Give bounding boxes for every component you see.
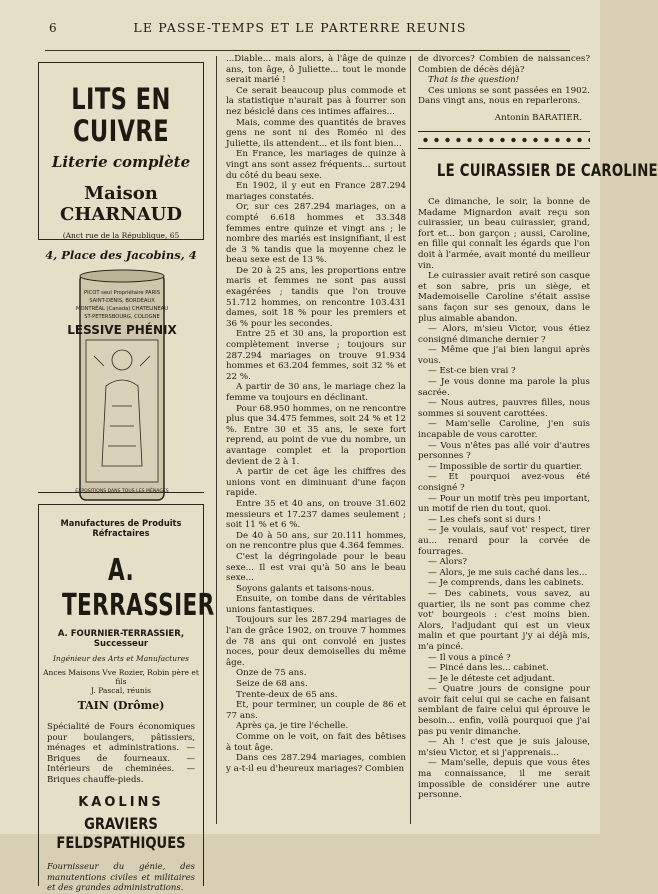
article-paragraph: Pour 68.950 hommes, on ne rencontre plus que 34.475 femmes, soit 24 % et 12 %. Entre 30 et 35 ans, le sexe fort reprend, au point de vue du nombre, un avantage complet et la proportion devient de 2 à 1. (226, 403, 406, 467)
article-column-story (418, 54, 658, 826)
ad-former-houses-2: J. Pascal, réunis (91, 686, 151, 695)
ad-kaolins: KAOLINS (78, 795, 164, 810)
article-paragraph: Ces unions se sont passées en 1902. Dans vingt ans, nous en reparlerons. (418, 85, 590, 107)
tin-line-3: MONTRÉAL (Canada) CHATELINEAU (75, 306, 169, 312)
article-paragraph: A partir de 30 ans, le mariage chez la femme va toujours en déclinant. (226, 382, 406, 403)
story-paragraph: — Je comprends, dans les cabinets. (428, 578, 584, 589)
article-paragraph: Ce serait beaucoup plus commode et la statistique n'aurait pas à fourrer son nez bésiclé dans ces intimes affaires... (226, 85, 406, 117)
story-paragraph: — Pincé dans les... cabinet. (428, 663, 549, 674)
tin-brand: LESSIVE PHÉNIX (67, 323, 177, 337)
story-paragraph: Le cuirassier avait retiré son casque et son sabre, pris un siège, et Mademoiselle Caroline s'était assise sans façon sur ses genoux, dans le plus aimable abandon. (418, 271, 590, 324)
story-paragraph: — Je voulais, sauf vot' respect, tirer au... renard pour la corvée de fourrages. (418, 525, 590, 557)
newspaper-title: LE PASSE-TEMPS ET LE PARTERRE REUNIS (133, 20, 467, 35)
story-paragraph: — Ah ! c'est que je suis jalouse, m'sieu Victor, et si j'apprenais... (418, 737, 590, 758)
story-paragraph: — Les chefs sont si durs ! (428, 514, 542, 525)
tin-line-4: ST-PETERSBOURG, COLOGNE (84, 314, 160, 320)
terrassier-advertisement (38, 504, 215, 893)
header-rule (45, 50, 570, 51)
story-paragraph: — Alors? (428, 557, 468, 568)
ad-category: Manufactures de Produits Réfractaires (60, 519, 182, 539)
story-paragraph: — Je le déteste cet adjudant. (428, 673, 555, 684)
ad-role: Ingénieur des Arts et Manufactures (52, 654, 190, 663)
page-number: 6 (49, 21, 57, 35)
story-paragraph: — Nous autres, pauvres filles, nous sommes si souvent carottées. (418, 398, 590, 419)
story-paragraph: — Vous n'êtes pas allé voir d'autres personnes ? (418, 440, 590, 462)
tin-line-2: SAINT-DENIS, BORDEAUX (89, 298, 155, 304)
ad-graviers: GRAVIERS FELDSPATHIQUES (56, 814, 186, 852)
article-paragraph: En 1902, il y eut en France 287.294 mariages constatés. (226, 181, 406, 202)
article-column-marriages (226, 54, 406, 826)
story-paragraph: — Mam'selle, depuis que vous êtes ma connaissance, il me serait impossible de considérer une autre personne. (418, 758, 590, 801)
story-paragraph: — Quatre jours de consigne pour avoir fait celui qui se cache en faisant semblant de faire celui qui éprouve le besoin... enfin, voilà pourquoi que j'ai pas pu venir dimanche. (418, 684, 590, 737)
story-paragraph: — Est-ce bien vrai ? (428, 366, 516, 377)
article-paragraph: De 20 à 25 ans, les proportions entre maris et femmes ne sont pas aussi exagérées ; tandis que l'on trouve 51.712 hommes, on rencontre 103.431 dames, soit 18 % pour les premiers et 36 % pour les secondes. (226, 265, 406, 329)
column-divider (410, 56, 411, 824)
ad-supplier-note: Fournisseur du génie, des manutentions civiles et militaires et des grandes administrations. (47, 862, 195, 893)
article-paragraph: En France, les mariages de quinze à vingt ans sont assez fréquents... surtout du côté du beau sexe. (226, 149, 406, 181)
ad-brand: Maison CHARNAUD (60, 183, 182, 225)
story-paragraph: — Alors, m'sieu Victor, vous étiez consigné dimanche dernier ? (418, 324, 590, 345)
ad-specialty: Spécialité de Fours économiques pour boulangers, pâtissiers, ménages et administrations. — Briques de fourneaux. — Intérieurs de cheminées. — Briques chauffe-pieds. (47, 722, 195, 785)
story-paragraph: — Je vous donne ma parole la plus sacrée. (418, 377, 590, 398)
article-paragraph: Toujours sur les 287.294 mariages de l'an de grâce 1902, on trouve 7 hommes de 78 ans qui ont convolé en justes noces, pour deux demoiselles du même âge. (226, 615, 406, 668)
story-title: LE CUIRASSIER DE CAROLINE (436, 160, 658, 181)
story-paragraph: Ce dimanche, le soir, la bonne de Madame Mignardon avait reçu son cuirassier, un beau cuirassier, grand, fort et... bon garçon ; aussi, Caroline, en fille qui connaît les égards que l'on doit à l'armée, avait monté du meilleur vin. (418, 196, 590, 271)
article-paragraph: Or, sur ces 287.294 mariages, on a compté 6.618 hommes et 33.348 femmes entre quinze et vingt ans ; le nombre des mariés est insignifiant, il est de 3 % tandis que la moyenne chez le beau sexe est de 13 %. (226, 202, 406, 266)
ad-company-name: A. TERRASSIER (61, 553, 215, 623)
story-paragraph: — Même que j'ai bien langui après vous. (418, 345, 590, 366)
article-paragraph: Soyons galants et taisons-nous. (236, 583, 375, 594)
tin-bottom-line: EXPOSITIONS DANS TOUS LES MÉNAGES (75, 489, 169, 494)
article-paragraph: Entre 35 et 40 ans, on trouve 31.602 messieurs et 17.237 dames seulement ; soit 11 % et 6 %. (226, 498, 406, 531)
article-paragraph: Après ça, je tire l'échelle. (236, 721, 349, 732)
tin-line-1: PICOT seul Propriétaire PARIS (83, 290, 161, 296)
author-signature: Antonin BARATIER. (494, 112, 582, 123)
column-divider (216, 56, 217, 824)
story-paragraph: — Pour un motif très peu important, un motif de rien du tout, quoi. (418, 493, 590, 515)
article-paragraph: Trente-deux de 65 ans. (236, 689, 338, 700)
story-paragraph: — Des cabinets, vous savez, au quartier, ils ne sont pas comme chez vot' bourgeois : c'est moins bien. Alors, l'adjudant qui est un vieux malin et que pourtant j'y ai déjà mis, m'a pincé. (418, 588, 590, 652)
article-paragraph: C'est la dégringolade pour le beau sexe... Il est vrai qu'à 50 ans le beau sexe... (226, 551, 406, 584)
bed-advertisement (38, 62, 204, 262)
ad-address: 4, Place des Jacobins, 4 (45, 248, 197, 262)
ad-headline: LITS EN CUIVRE (71, 82, 171, 148)
story-paragraph: — Alors, je me suis caché dans les... (428, 567, 588, 578)
ad-city: TAIN (Drôme) (77, 699, 165, 712)
story-paragraph: — Impossible de sortir du quartier. (428, 461, 583, 472)
article-paragraph: Entre 25 et 30 ans, la proportion est complètement inverse ; toujours sur 287.294 mariages on trouve 91.934 hommes et 63.204 femmes, soit 32 % et 22 %. (226, 329, 406, 382)
article-paragraph: Mais, comme des quantités de braves gens ne sont ni des Roméo ni des Juliette, ils attendent... et ils font bien... (226, 117, 406, 149)
article-paragraph: Et, pour terminer, un couple de 86 et 77 ans. (226, 700, 406, 721)
ad-subheadline: Literie complète (51, 153, 191, 171)
ad-address-note: (Anct rue de la République, 65 (62, 231, 180, 240)
lessive-phenix-tin-illustration (67, 266, 177, 504)
article-paragraph: Ensuite, on tombe dans de véritables unions fantastiques. (226, 594, 406, 615)
page-header (0, 14, 600, 38)
article-paragraph: A partir de cet âge les chiffres des unions vont en diminuant d'une façon rapide. (226, 467, 406, 499)
article-paragraph: Seize de 68 ans. (236, 679, 308, 690)
article-paragraph: That is the question! (428, 75, 520, 86)
article-paragraph: Onze de 75 ans. (236, 668, 307, 679)
story-paragraph: — Il vous a pincé ? (428, 652, 511, 663)
story-paragraph: — Et pourquoi avez-vous été consigné ? (418, 472, 590, 493)
ornamental-divider (418, 131, 590, 149)
article-paragraph: Comme on le voit, on fait des bêtises à tout âge. (226, 732, 406, 753)
ad-successor: A. FOURNIER-TERRASSIER, Successeur (57, 629, 185, 649)
article-paragraph: de divorces? Combien de naissances? Combien de décès déjà? (418, 54, 590, 75)
article-paragraph: De 40 à 50 ans, sur 20.111 hommes, on ne rencontre plus que 4.364 femmes. (226, 530, 406, 552)
story-paragraph: — Mam'selle Caroline, j'en suis incapable de vous carotter. (418, 419, 590, 441)
ads-column (32, 52, 215, 893)
ad-separator-rule (38, 492, 204, 493)
ad-former-houses: Ances Maisons Vve Rozier, Robin père et fils (43, 668, 199, 686)
article-paragraph: Dans ces 287.294 mariages, combien y a-t-il eu d'heureux mariages? Combien (226, 753, 406, 774)
article-paragraph: ...Diable... mais alors, à l'âge de quinze ans, ton âge, ô Juliette... tout le monde serait marié ! (226, 54, 406, 86)
